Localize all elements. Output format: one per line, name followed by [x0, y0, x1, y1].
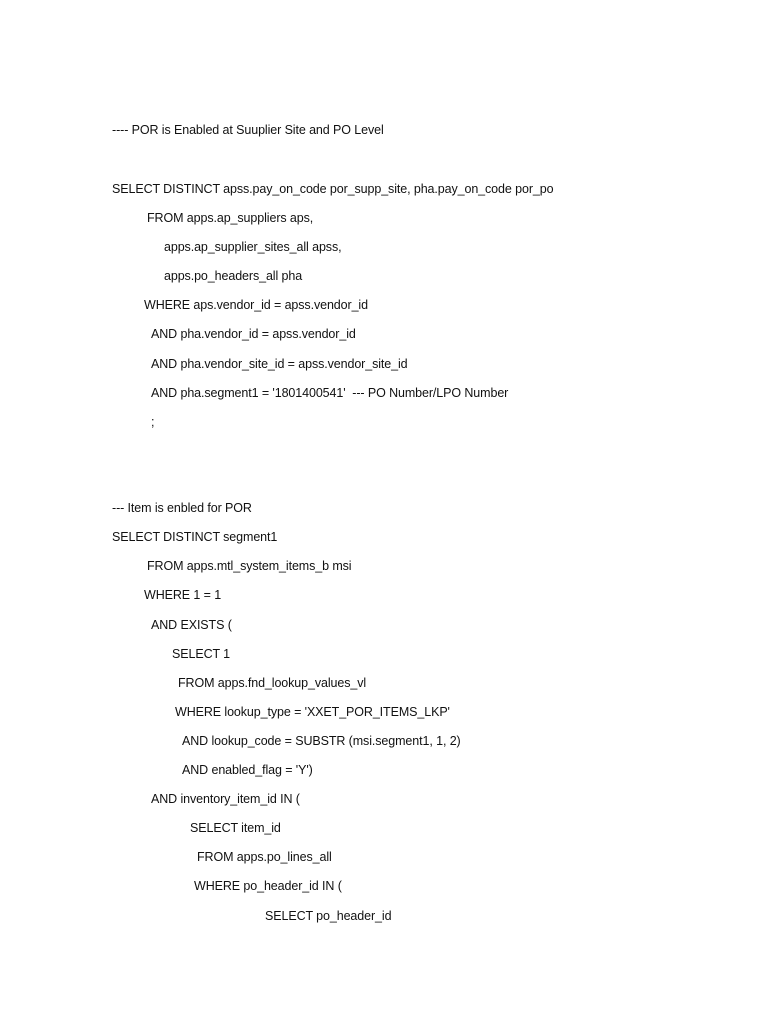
code-line: SELECT po_header_id [265, 909, 392, 923]
code-line: AND pha.vendor_id = apss.vendor_id [151, 327, 356, 341]
code-line: AND lookup_code = SUBSTR (msi.segment1, 1, 2) [182, 734, 461, 748]
code-line: WHERE po_header_id IN ( [194, 879, 342, 893]
code-line: AND enabled_flag = 'Y') [182, 763, 313, 777]
code-line: apps.po_headers_all pha [164, 269, 303, 283]
code-line: WHERE 1 = 1 [144, 588, 222, 602]
code-line: SELECT DISTINCT apss.pay_on_code por_supp_site, pha.pay_on_code por_po [112, 182, 554, 196]
code-line: ; [151, 415, 155, 429]
code-line: FROM apps.po_lines_all [197, 850, 332, 864]
code-line: SELECT 1 [172, 647, 231, 661]
code-line: AND pha.vendor_site_id = apss.vendor_site_id [151, 357, 408, 371]
code-line: AND EXISTS ( [151, 618, 232, 632]
comment-item-enabled: --- Item is enbled for POR [112, 501, 252, 515]
code-line: WHERE aps.vendor_id = apss.vendor_id [144, 298, 368, 312]
code-line: AND inventory_item_id IN ( [151, 792, 300, 806]
code-line: FROM apps.mtl_system_items_b msi [147, 559, 352, 573]
code-line: FROM apps.ap_suppliers aps, [147, 211, 314, 225]
code-line: AND pha.segment1 = '1801400541' --- PO Number/LPO Number [151, 386, 509, 400]
code-line: WHERE lookup_type = 'XXET_POR_ITEMS_LKP' [175, 705, 450, 719]
code-line: apps.ap_supplier_sites_all apss, [164, 240, 342, 254]
comment-por-enabled: ---- POR is Enabled at Suuplier Site and PO Level [112, 123, 384, 137]
code-line: SELECT item_id [190, 821, 281, 835]
code-line: SELECT DISTINCT segment1 [112, 530, 278, 544]
code-line: FROM apps.fnd_lookup_values_vl [178, 676, 367, 690]
